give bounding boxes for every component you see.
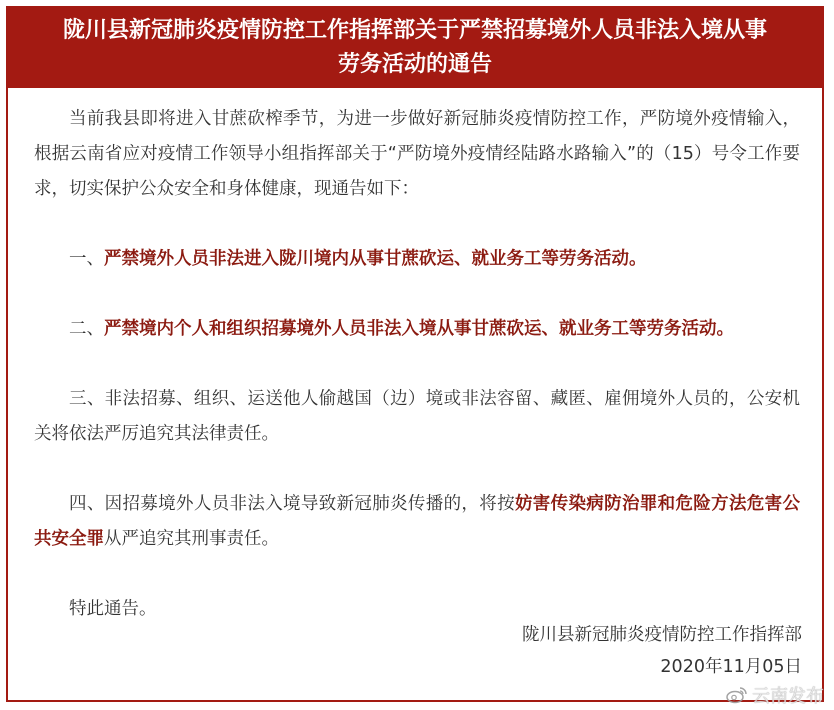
- notice-title-line-1: 陇川县新冠肺炎疫情防控工作指挥部关于严禁招募境外人员非法入境从事: [62, 18, 767, 43]
- weibo-icon: [726, 686, 748, 704]
- item-1-prefix: 一、: [69, 249, 104, 269]
- intro-paragraph: 当前我县即将进入甘蔗砍榨季节，为进一步做好新冠肺炎疫情防控工作，严防境外疫情输入，根据云南省应对疫情工作领导小组指挥部关于“严防境外疫情经陆路水路输入”的（15）号令工作要求，切实保护公众安全和身体健康，现通告如下：: [34, 109, 800, 199]
- item-4-emphasis: 妨害传染病防治罪和危险方法危害公共安全罪: [34, 494, 800, 549]
- closing-paragraph: 特此通告。: [69, 599, 157, 619]
- watermark-text: 云南发布: [752, 686, 824, 707]
- signature-block: [522, 619, 802, 683]
- item-2-paragraph: [34, 312, 800, 347]
- item-4-paragraph: [34, 487, 800, 557]
- signature-org: 陇川县新冠肺炎疫情防控工作指挥部: [522, 625, 802, 645]
- item-4-suffix: 从严追究其刑事责任。: [104, 529, 279, 549]
- item-4-prefix: 四、因招募境外人员非法入境导致新冠肺炎传播的，将按: [69, 494, 515, 514]
- watermark: [726, 682, 824, 708]
- item-1-paragraph: [34, 242, 800, 277]
- item-3-paragraph: 三、非法招募、组织、运送他人偷越国（边）境或非法容留、藏匿、雇佣境外人员的，公安机关将依法严厉追究其法律责任。: [34, 389, 800, 444]
- notice-body: [34, 102, 800, 653]
- item-1-text: 严禁境外人员非法进入陇川境内从事甘蔗砍运、就业务工等劳务活动。: [104, 249, 647, 269]
- item-2-text: 严禁境内个人和组织招募境外人员非法入境从事甘蔗砍运、就业务工等劳务活动。: [104, 319, 734, 339]
- signature-date: 2020年11月05日: [660, 657, 802, 677]
- notice-frame: [6, 6, 824, 702]
- notice-title: [8, 8, 822, 88]
- item-2-prefix: 二、: [69, 319, 104, 339]
- notice-title-line-2: 劳务活动的通告: [337, 52, 492, 77]
